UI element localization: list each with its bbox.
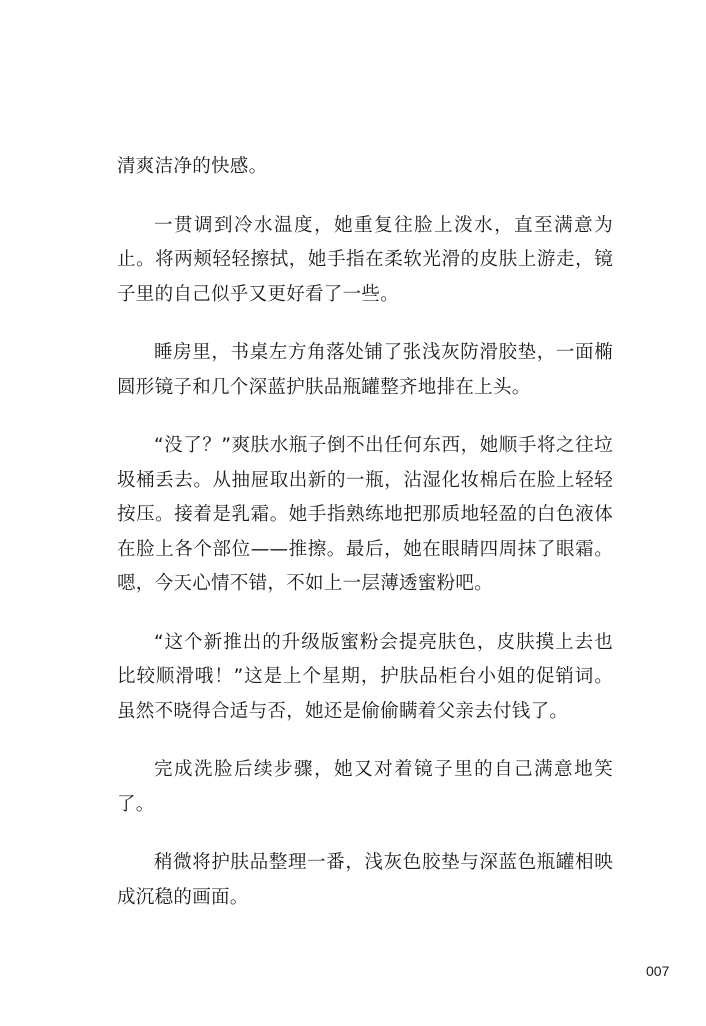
paragraph-4: “没了？”爽肤水瓶子倒不出任何东西，她顺手将之往垃圾桶丢去。从抽屉取出新的一瓶，沾湿化妆棉后在脸上轻轻按压。接着是乳霜。她手指熟练地把那质地轻盈的白色液体在脸上各个部位——推擦。最后，她在眼睛四周抹了眼霜。嗯，今天心情不错，不如上一层薄透蜜粉吧。 [117, 435, 613, 594]
paragraph-2: 一贯调到冷水温度，她重复往脸上泼水，直至满意为止。将两颊轻轻擦拭，她手指在柔软光滑的皮肤上游走，镜子里的自己似乎又更好看了一些。 [117, 214, 613, 305]
paragraph-5: “这个新推出的升级版蜜粉会提亮肤色，皮肤摸上去也比较顺滑哦！”这是上个星期，护肤品柜台小姐的促销词。虽然不晓得合适与否，她还是偷偷瞒着父亲去付钱了。 [117, 631, 613, 722]
body-text [117, 150, 613, 939]
page-number: 007 [646, 963, 670, 979]
paragraph-7: 稍微将护肤品整理一番，浅灰色胶垫与深蓝色瓶罐相映成沉稳的画面。 [117, 852, 613, 908]
paragraph-3: 睡房里，书桌左方角落处铺了张浅灰防滑胶垫，一面椭圆形镜子和几个深蓝护肤品瓶罐整齐地排在上头。 [117, 342, 613, 398]
paragraph-1: 清爽洁净的快感。 [117, 156, 268, 177]
paragraph-6: 完成洗脸后续步骤，她又对着镜子里的自己满意地笑了。 [117, 759, 613, 815]
